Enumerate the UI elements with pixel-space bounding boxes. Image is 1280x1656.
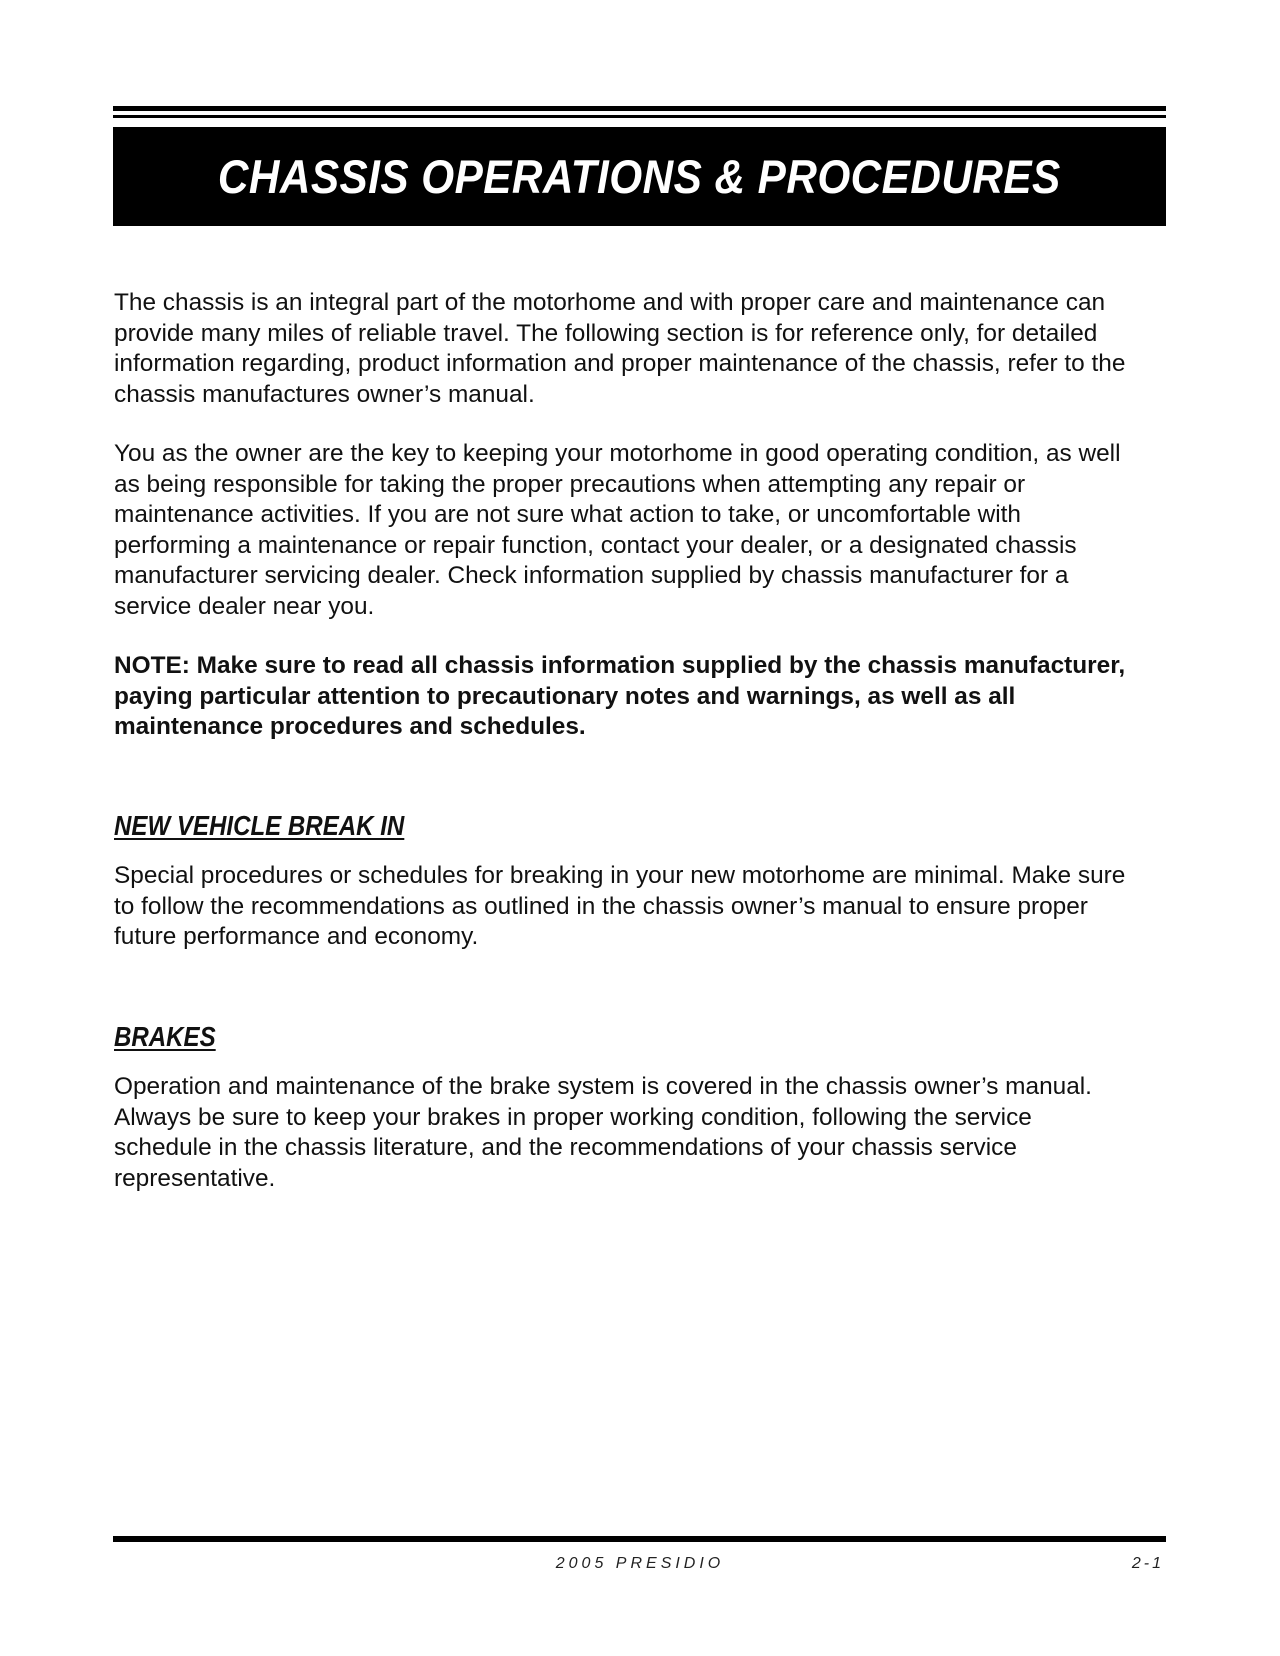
intro-paragraph-1: The chassis is an integral part of the motorhome and with proper care and maintenance can provide many miles of reliable travel. The following section is for reference only, for detailed information regarding, product information and proper maintenance of the chassis, refer to the chassis manufactures owner’s manual. (114, 289, 1126, 408)
header-rule-thin (113, 115, 1166, 118)
section-body-break-in: Special procedures or schedules for breaking in your new motorhome are minimal. Make sure to follow the recommendations as outlined in the chassis owner’s manual to ensure proper future performance and economy. (114, 862, 1126, 950)
page-title: CHASSIS OPERATIONS & PROCEDURES (218, 150, 1061, 203)
header-rule-thick (113, 106, 1166, 111)
section-heading-break-in: NEW VEHICLE BREAK IN (114, 810, 405, 841)
title-banner (113, 127, 1166, 226)
section-body-brakes: Operation and maintenance of the brake system is covered in the chassis owner’s manual. Always be sure to keep your brakes in proper working condition, following the service schedule in the chassis literature, and the recommendations of your chassis service representative. (114, 1073, 1092, 1192)
intro-paragraph-2: You as the owner are the key to keeping your motorhome in good operating condition, as well as being responsible for taking the proper precautions when attempting any repair or maintenance activities. If you are not sure what action to take, or uncomfortable with performing a maintenance or repair function, contact your dealer, or a designated chassis manufacturer servicing dealer. Check information supplied by chassis manufacturer for a service dealer near you. (114, 440, 1121, 620)
section-heading-brakes: BRAKES (114, 1021, 216, 1052)
footer-publication: 2005 PRESIDIO (555, 1555, 725, 1572)
footer-rule (113, 1536, 1166, 1542)
footer-page-number: 2-1 (1131, 1555, 1164, 1572)
note-paragraph: NOTE: Make sure to read all chassis information supplied by the chassis manufacturer, paying particular attention to precautionary notes and warnings, as well as all maintenance procedures and schedules. (114, 652, 1126, 740)
